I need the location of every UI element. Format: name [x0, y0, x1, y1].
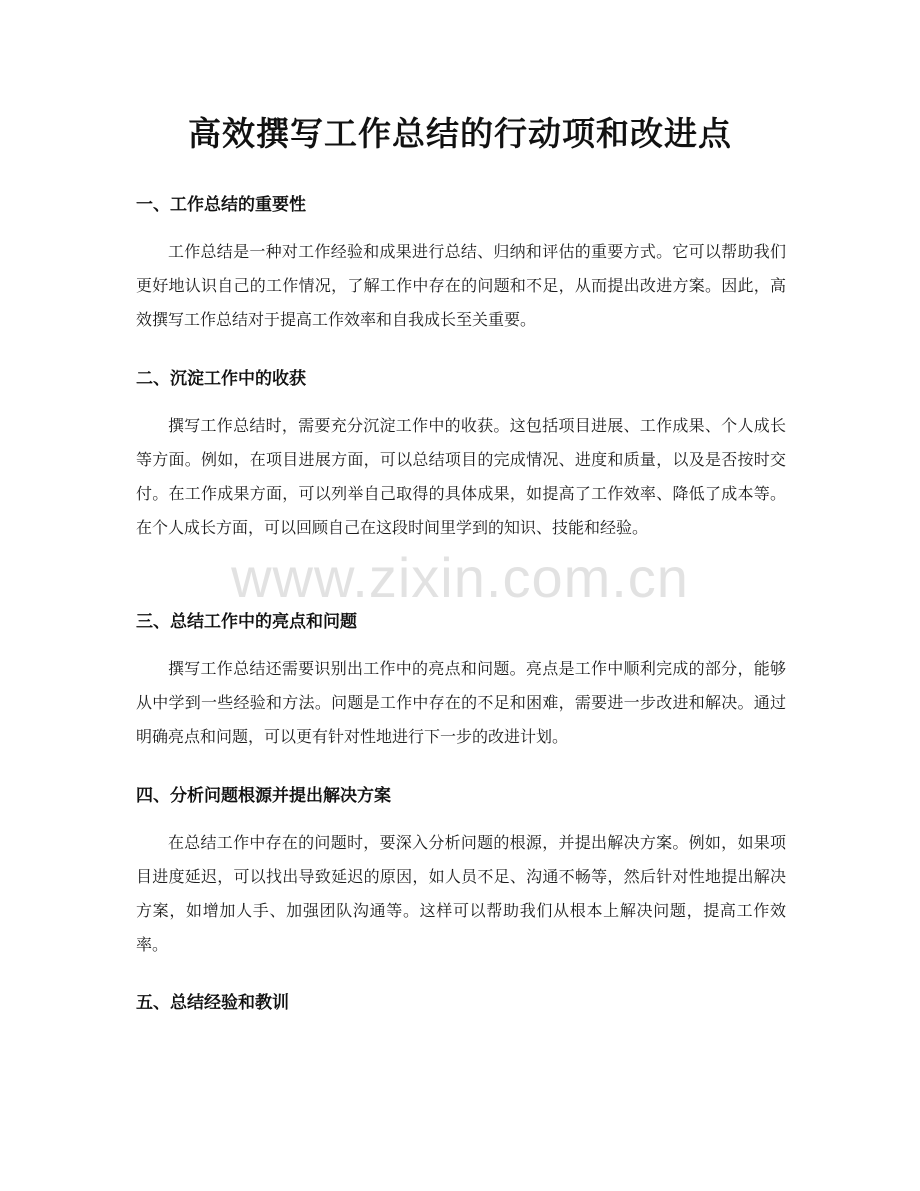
section-body-3: 撰写工作总结还需要识别出工作中的亮点和问题。亮点是工作中顺利完成的部分，能够从中学到一些经验和方法。问题是工作中存在的不足和困难，需要进一步改进和解决。通过明确亮点和问题，可以更有针对性地进行下一步的改进计划。 — [136, 659, 786, 746]
section-heading-4: 四、分析问题根源并提出解决方案 — [136, 786, 391, 806]
section-body-4: 在总结工作中存在的问题时，要深入分析问题的根源，并提出解决方案。例如，如果项目进度延迟，可以找出导致延迟的原因，如人员不足、沟通不畅等，然后针对性地提出解决方案，如增加人手、加强团队沟通等。这样可以帮助我们从根本上解决问题，提高工作效率。 — [136, 833, 786, 954]
section-heading-5: 五、总结经验和教训 — [136, 993, 289, 1013]
section-heading-2: 二、沉淀工作中的收获 — [136, 369, 306, 389]
section-body-2: 撰写工作总结时，需要充分沉淀工作中的收获。这包括项目进展、工作成果、个人成长等方面。例如，在项目进展方面，可以总结项目的完成情况、进度和质量，以及是否按时交付。在工作成果方面，可以列举自己取得的具体成果，如提高了工作效率、降低了成本等。在个人成长方面，可以回顾自己在这段时间里学到的知识、技能和经验。 — [136, 416, 786, 537]
watermark: www.zixin.com.cn — [231, 546, 689, 609]
section-body-1: 工作总结是一种对工作经验和成果进行总结、归纳和评估的重要方式。它可以帮助我们更好地认识自己的工作情况，了解工作中存在的问题和不足，从而提出改进方案。因此，高效撰写工作总结对于提高工作效率和自我成长至关重要。 — [136, 242, 786, 329]
document-title: 高效撰写工作总结的行动项和改进点 — [188, 114, 732, 153]
section-heading-3: 三、总结工作中的亮点和问题 — [136, 612, 357, 632]
section-heading-1: 一、工作总结的重要性 — [136, 195, 306, 215]
